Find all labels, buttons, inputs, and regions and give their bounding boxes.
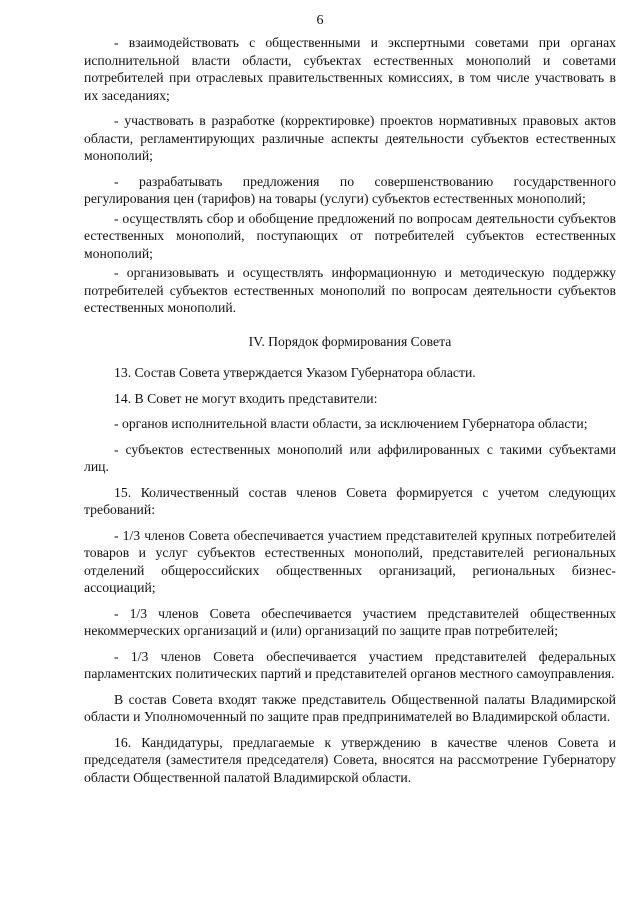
paragraph-interact-with-councils: - взаимодействовать с общественными и экспертными советами при органах исполнительной власти области, субъектах естественных монополий и советами потребителей при отраслевых правительственных комиссиях, в том числе участвовать в их заседаниях; [84, 35, 616, 103]
paragraph-develop-proposals: - разрабатывать предложения по совершенствованию государственного регулирования цен (тарифов) на товары (услуги) субъектов естественных монополий; [84, 173, 616, 206]
paragraph-15: 15. Количественный состав членов Совета формируется с учетом следующих требований: [84, 484, 616, 517]
document-body [84, 34, 616, 794]
paragraph-14-executive-bodies: - органов исполнительной власти области, за исключением Губернатора области; [114, 416, 588, 431]
paragraph-16: 16. Кандидатуры, предлагаемые к утверждению в качестве членов Совета и председателя (заместителя председателя) Совета, вносятся на рассмотрение Губернатору области Общественной палатой Владимирской области. [84, 734, 616, 785]
paragraph-14: 14. В Совет не могут входить представители: [114, 390, 378, 406]
page-number: 6 [316, 13, 324, 28]
paragraph-15-parties: - 1/3 членов Совета обеспечивается участием представителей федеральных парламентских политических партий и представителей органов местного самоуправления. [84, 648, 616, 681]
paragraph-information-support: - организовывать и осуществлять информационную и методическую поддержку потребителей субъектов естественных монополий по вопросам деятельности субъектов естественных монополий. [84, 265, 616, 315]
paragraph-15-consumers: - 1/3 членов Совета обеспечивается участием представителей крупных потребителей товаров и услуг субъектов естественных монополий, представителей региональных отделений общероссийских общественных организаций, региональных бизнес-ассоциаций; [84, 527, 616, 595]
paragraph-collect-proposals: - осуществлять сбор и обобщение предложений по вопросам деятельности субъектов естественных монополий, поступающих от потребителей субъектов естественных монополий; [84, 210, 616, 261]
section-heading: IV. Порядок формирования Совета [248, 333, 452, 349]
paragraph-participate-in-drafting: - участвовать в разработке (корректировке) проектов нормативных правовых актов области, регламентирующих различные аспекты деятельности субъектов естественных монополий; [84, 113, 616, 163]
paragraph-15-noncommercial: - 1/3 членов Совета обеспечивается участием представителей общественных некоммерческих организаций и (или) организаций по защите прав потребителей; [84, 605, 616, 638]
paragraph-14-monopolies: - субъектов естественных монополий или аффилированных с такими субъектами лиц. [84, 441, 616, 474]
paragraph-13: 13. Состав Совета утверждается Указом Губернатора области. [114, 365, 476, 380]
paragraph-15-chamber: В состав Совета входят также представитель Общественной палаты Владимирской области и Уполномоченный по защите прав предпринимателей во Владимирской области. [84, 691, 616, 724]
